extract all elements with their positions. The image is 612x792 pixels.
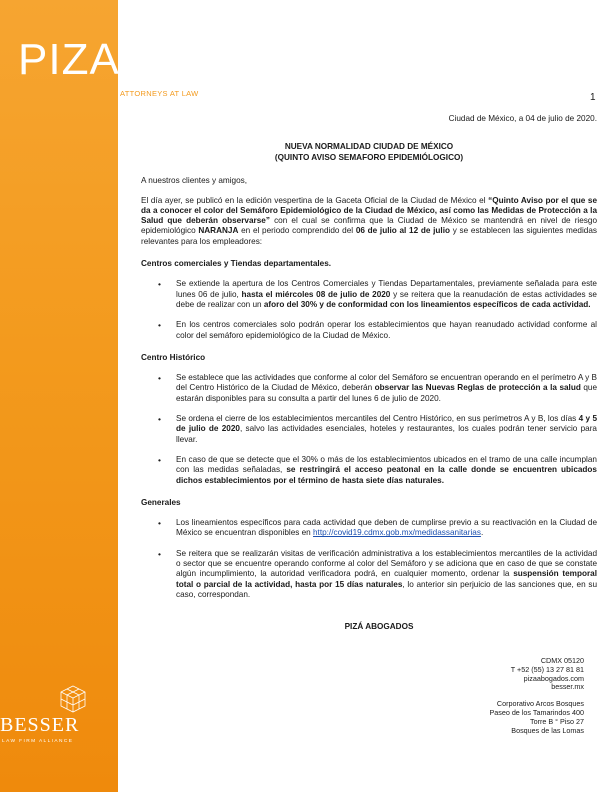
contact-postal-code: CDMX 05120	[540, 656, 584, 665]
letter-title	[141, 142, 597, 163]
letter-date: Ciudad de México, a 04 de julio de 2020.	[448, 114, 597, 123]
centros-list	[141, 279, 597, 340]
title-line-2: (QUINTO AVISO SEMAFORO EPIDEMIÓLOGICO)	[274, 152, 464, 162]
signature: PIZÁ ABOGADOS	[344, 622, 414, 632]
list-item: • Se reitera que se realizarán visitas de verificación administrativa a los establecimientos mercantiles de la actividad o sector que se encuentre operando conforme al color del Semáforo y se adiciona que en caso de que se constate algún incumplimiento, la autoridad verificadora podrá, en cualquier momento, ordenar la suspensión temporal total o parcial de la actividad, hasta por 15 días naturales, lo anterior sin perjuicio de las sanciones que, en su caso, correspondan.	[141, 549, 597, 600]
list-item: • En caso de que se detecte que el 30% o más de los establecimientos ubicados en el tramo de una calle incumplan con las medidas señaladas, se restringirá el acceso peatonal en la calle donde se encuentren ubicados dichos establecimientos por el término de hasta siete días naturales.	[141, 455, 597, 486]
contact-website-piza: pizaabogados.com	[523, 673, 584, 683]
title-line-1: NUEVA NORMALIDAD CIUDAD DE MÉXICO	[284, 142, 454, 152]
list-item: • Se establece que las actividades que conforme al color del Semáforo se encuentran operando en el perímetro A y B del Centro Histórico de la Ciudad de México, deberán observar las Nuevas Reglas de protección a la salud que estarán disponibles para su consulta a partir del lunes 6 de julio de 2020.	[141, 373, 597, 404]
orange-sidebar	[0, 0, 118, 792]
letter-body	[141, 114, 597, 633]
greeting: A nuestros clientes y amigos,	[141, 176, 248, 186]
contact-address-line: Bosques de las Lomas	[511, 725, 584, 735]
besser-logo: BESSER	[0, 714, 80, 736]
centro-historico-list	[141, 373, 597, 486]
contact-address-line: Corporativo Arcos Bosques	[496, 699, 584, 709]
list-item: • Los lineamientos específicos para cada actividad que deben de cumplirse previo a su reactivación en la Ciudad de México se encuentran disponibles en http://covid19.cdmx.gob.mx/medidassanitarias.	[141, 518, 597, 539]
piza-logo: PIZA	[18, 35, 120, 84]
list-item: • Se ordena el cierre de los establecimientos mercantiles del Centro Histórico, en sus perímetros A y B, los días 4 y 5 de julio de 2020, salvo las actividades esenciales, hoteles y restaurantes, los cuales podrán tener servicio para llevar.	[141, 414, 597, 445]
generales-list	[141, 518, 597, 600]
intro-paragraph: El día ayer, se publicó en la edición vespertina de la Gaceta Oficial de la Ciudad de México el “Quinto Aviso por el que se da a conocer el color del Semáforo Epidemiológico de la Ciudad de México, así como las Medidas de Protección a la Salud que deberán observarse” con el cual se confirma que la Ciudad de México se mantendrá en nivel de riesgo epidemiológico NARANJA en el periodo comprendido del 06 de julio al 12 de julio y se establecen las siguientes medidas relevantes para los empleadores:	[141, 195, 597, 246]
besser-subtitle: LAW FIRM ALLIANCE	[2, 739, 74, 744]
contact-address-line: Paseo de los Tamarindos 400	[489, 707, 584, 717]
contact-phone: T +52 (55) 13 27 81 81	[510, 664, 584, 674]
medidas-sanitarias-link[interactable]: http://covid19.cdmx.gob.mx/medidassanitarias	[313, 528, 481, 538]
list-item: • Se extiende la apertura de los Centros Comerciales y Tiendas Departamentales, previamente señalada para este lunes 06 de julio, hasta el miércoles 08 de julio de 2020 y se reitera que la reanudación de estas actividades se debe de realizar con un aforo del 30% y de conformidad con los lineamientos específicos de cada actividad.	[141, 279, 597, 310]
section-heading-centros: Centros comerciales y Tiendas departamentales.	[141, 259, 332, 269]
contact-website-besser: besser.mx	[551, 682, 584, 692]
section-heading-generales: Generales	[141, 497, 181, 507]
besser-cube-icon	[58, 684, 88, 714]
contact-address-line: Torre B ° Piso 27	[529, 716, 584, 726]
contact-block	[384, 657, 584, 735]
list-item: • En los centros comerciales solo podrán operar los establecimientos que hayan reanudado actividad conforme al color del semáforo epidemiológico de la Ciudad de México.	[141, 320, 597, 341]
page-number: 1	[590, 92, 596, 103]
section-heading-centro-historico: Centro Histórico	[141, 352, 206, 362]
logo-tagline: ATTORNEYS AT LAW	[120, 89, 199, 98]
